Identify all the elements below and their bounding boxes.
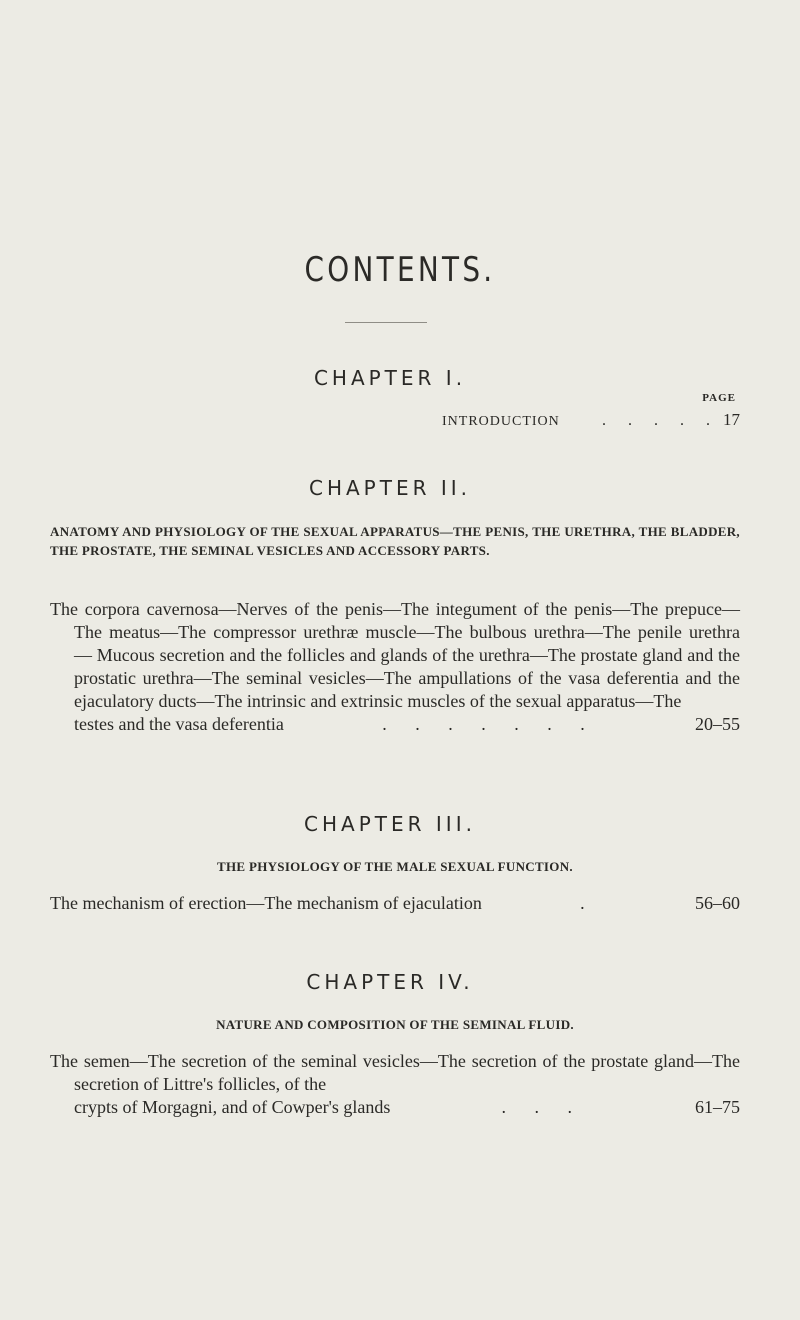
chapter-1-subtitle: INTRODUCTION xyxy=(442,414,560,429)
chapter-2-pages: 20–55 xyxy=(695,714,740,734)
chapter-4-body: The semen—The secretion of the seminal vesicles—The secretion of the prostate gland—The secretion of Littre's follicles, of the xyxy=(50,1051,740,1094)
chapter-2-body: The corpora cavernosa—Nerves of the penis—The integument of the penis—The prepuce—The meatus—The compressor urethræ muscle—The bulbous urethra—The penile urethra — Mucous secretion and the follicles and glands of the urethra—The prostate gland and the prostatic urethra—The seminal vesicles—The ampullations of the vasa deferentia and the ejaculatory ducts—The intrinsic and extrinsic muscles of the sexual apparatus—The xyxy=(50,599,740,711)
chapter-1-leader-dots: . . . . . xyxy=(602,412,719,429)
chapter-1-pages: 17 xyxy=(723,410,740,429)
chapter-2-subtitle: ANATOMY AND PHYSIOLOGY OF THE SEXUAL APPARATUS—THE PENIS, THE URETHRA, THE BLADDER, THE PROSTATE, THE SEMINAL VESICLES AND ACCESSORY PARTS. xyxy=(50,524,740,558)
chapter-3-heading: CHAPTER III. xyxy=(304,812,476,836)
page-title: CONTENTS. xyxy=(304,250,496,290)
chapter-3-leader-dots: . xyxy=(580,893,597,913)
chapter-2-heading: CHAPTER II. xyxy=(308,476,471,500)
chapter-2-leader-dots: . . . . . . . xyxy=(382,714,597,734)
chapter-3-last-text: The mechanism of erection—The mechanism of ejaculation xyxy=(50,893,482,913)
chapter-2-last-line xyxy=(50,713,740,736)
chapter-1-entry xyxy=(442,410,740,430)
chapter-3-subtitle: THE PHYSIOLOGY OF THE MALE SEXUAL FUNCTION. xyxy=(217,859,573,874)
title-rule xyxy=(345,322,427,323)
chapter-4-last-line xyxy=(50,1096,740,1119)
chapter-4-entry xyxy=(50,1050,740,1119)
page-column-label: PAGE xyxy=(702,392,736,404)
chapter-2-last-text: testes and the vasa deferentia xyxy=(74,714,284,734)
chapter-4-leader-dots: . . . xyxy=(501,1097,584,1117)
chapter-1-heading: CHAPTER I. xyxy=(313,366,467,390)
chapter-4-last-text: crypts of Morgagni, and of Cowper's glands xyxy=(74,1097,391,1117)
chapter-2-entry xyxy=(50,598,740,736)
chapter-3-last-line xyxy=(50,892,740,915)
chapter-3-entry xyxy=(50,892,740,915)
chapter-4-subtitle: NATURE AND COMPOSITION OF THE SEMINAL FLUID. xyxy=(216,1017,574,1032)
chapter-4-heading: CHAPTER IV. xyxy=(306,970,474,994)
chapter-4-pages: 61–75 xyxy=(695,1097,740,1117)
chapter-3-pages: 56–60 xyxy=(695,893,740,913)
